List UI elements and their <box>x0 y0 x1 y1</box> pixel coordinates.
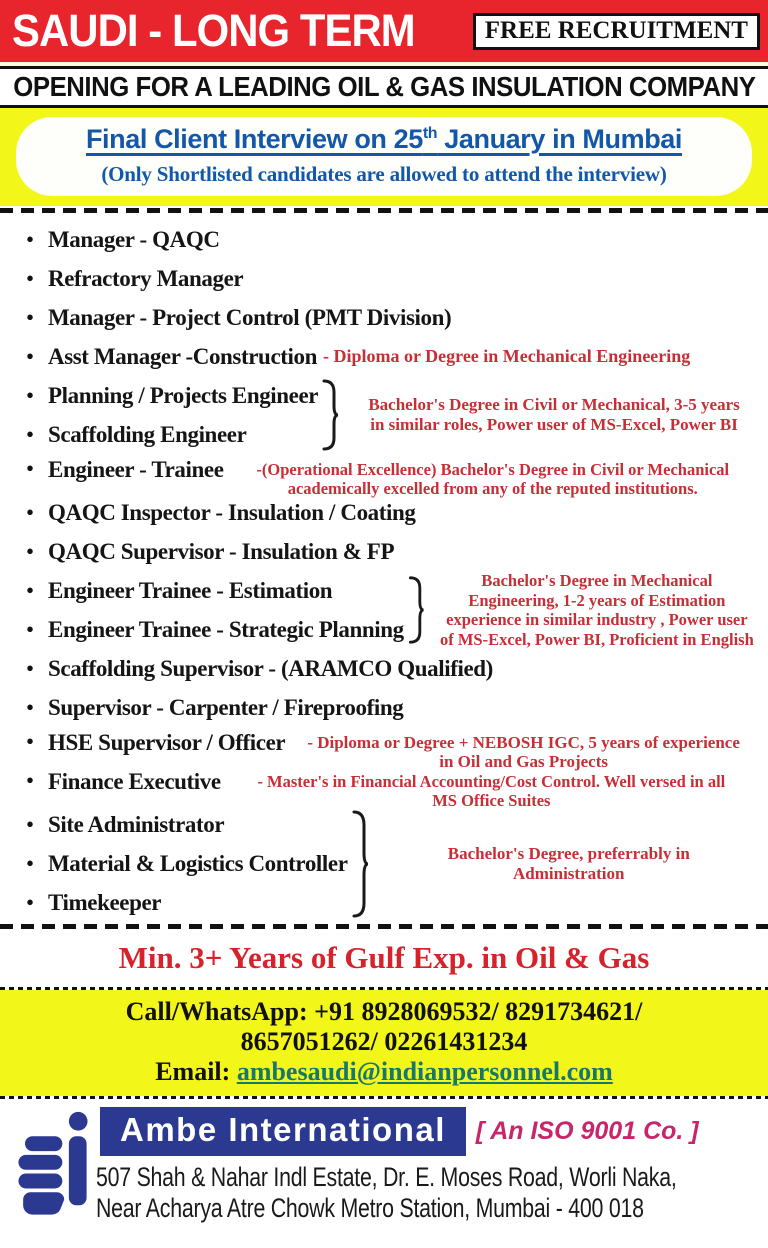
list-item <box>26 571 404 610</box>
job-title: Engineer Trainee - Estimation <box>48 577 333 603</box>
dashed-separator <box>0 208 768 213</box>
job-title: Scaffolding Engineer <box>48 421 247 447</box>
note-line: Bachelor's Degree, preferrably in <box>447 843 690 863</box>
bullet-icon: • <box>26 812 35 837</box>
list-item <box>26 727 762 771</box>
interview-heading <box>22 124 746 155</box>
job-requirement-note <box>432 571 762 649</box>
bullet-icon: • <box>26 227 35 252</box>
job-title: Planning / Projects Engineer <box>48 382 319 408</box>
brace-icon <box>320 378 342 452</box>
interview-heading-prefix: Final Client Interview on 25 <box>85 124 423 154</box>
note-line: Bachelor's Degree in Mechanical <box>481 571 713 590</box>
bullet-icon: • <box>26 383 35 408</box>
footer <box>0 1099 768 1228</box>
note-line: MS Office Suites <box>432 791 551 810</box>
job-title: Finance Executive <box>48 769 221 794</box>
list-item <box>26 259 762 298</box>
note-line: -(Operational Excellence) Bachelor's Degree in Civil or Mechanical <box>256 460 730 479</box>
iso-badge: [ An ISO 9001 Co. ] <box>475 1117 699 1145</box>
list-item <box>26 298 762 337</box>
interview-subtext: (Only Shortlisted candidates are allowed to attend the interview) <box>101 162 667 186</box>
list-item <box>26 220 762 259</box>
interview-heading-sup: th <box>422 125 438 142</box>
job-requirement-note <box>346 395 762 435</box>
brace-icon <box>406 575 428 645</box>
note-line: - Diploma or Degree + NEBOSH IGC, 5 years of experience <box>307 733 740 752</box>
interview-box <box>16 117 752 196</box>
job-group <box>26 571 762 649</box>
job-requirement-note <box>221 769 762 810</box>
email-label: Email: <box>155 1057 237 1086</box>
job-list <box>0 215 768 922</box>
bullet-icon: • <box>26 768 35 793</box>
email-link[interactable]: ambesaudi@indianpersonnel.com <box>236 1057 613 1086</box>
bullet-icon: • <box>26 578 35 603</box>
bullet-icon: • <box>26 305 35 330</box>
bullet-icon: • <box>26 500 35 525</box>
list-item <box>26 766 762 810</box>
job-title: Refractory Manager <box>48 265 244 291</box>
job-title: Material & Logistics Controller <box>48 850 348 876</box>
company-name: Ambe International <box>100 1107 466 1156</box>
header-banner <box>0 0 768 62</box>
bullet-icon: • <box>26 617 35 642</box>
contact-phones-line1: Call/WhatsApp: +91 8928069532/ 8291734621/ <box>125 997 643 1026</box>
note-line: Engineering, 1-2 years of Estimation <box>468 590 726 610</box>
list-item <box>26 883 348 922</box>
job-title: Supervisor - Carpenter / Fireproofing <box>48 694 404 720</box>
company-row <box>100 1107 768 1156</box>
brace-icon <box>350 809 372 919</box>
bullet-icon: • <box>26 266 35 291</box>
job-requirement-note <box>376 844 762 884</box>
bullet-icon: • <box>26 656 35 681</box>
note-line: experience in similar industry , Power user <box>446 610 748 629</box>
list-item <box>26 805 348 844</box>
address-line2: Near Acharya Atre Chowk Metro Station, Mumbai - 400 018 <box>96 1193 644 1223</box>
job-requirement-note <box>285 730 762 771</box>
job-title: Engineer Trainee - Strategic Planning <box>48 616 404 642</box>
job-title: Site Administrator <box>48 811 225 837</box>
bullet-icon: • <box>26 695 35 720</box>
contact-email-row <box>0 1057 768 1087</box>
footer-right <box>96 1107 768 1228</box>
job-title: HSE Supervisor / Officer <box>48 730 286 755</box>
list-item <box>26 532 762 571</box>
bullet-icon: • <box>26 344 35 369</box>
address-line1: 507 Shah & Nahar Indl Estate, Dr. E. Moses Road, Worli Naka, <box>96 1162 677 1192</box>
job-title: Manager - Project Control (PMT Division) <box>48 304 452 330</box>
company-logo-icon <box>10 1107 100 1228</box>
note-line: Bachelor's Degree in Civil or Mechanical, 3-5 years <box>368 395 740 414</box>
bullet-icon: • <box>26 729 35 754</box>
job-group-titles <box>26 571 404 649</box>
list-item <box>26 493 762 532</box>
bullet-icon: • <box>26 539 35 564</box>
job-title: Asst Manager -Construction <box>48 343 317 369</box>
note-line: academically excelled from any of the reputed institutions. <box>287 479 698 498</box>
bullet-icon: • <box>26 456 35 481</box>
job-title: QAQC Inspector - Insulation / Coating <box>48 499 416 525</box>
page-title: SAUDI - LONG TERM <box>12 5 415 56</box>
job-group-titles <box>26 805 348 922</box>
list-item <box>26 376 318 415</box>
opening-band <box>0 66 768 108</box>
bullet-icon: • <box>26 422 35 447</box>
job-requirement-note: - Diploma or Degree in Mechanical Engineering <box>323 346 691 366</box>
contact-phones-line2: 8657051262/ 02261431234 <box>240 1027 528 1056</box>
note-line: in Oil and Gas Projects <box>439 752 608 771</box>
note-line: - Master's in Financial Accounting/Cost Control. Well versed in all <box>257 772 726 791</box>
note-line: of MS-Excel, Power BI, Proficient in English <box>439 629 754 649</box>
job-group <box>26 805 762 922</box>
contact-band <box>0 990 768 1096</box>
dashed-separator <box>0 924 768 929</box>
experience-requirement: Min. 3+ Years of Gulf Exp. in Oil & Gas <box>118 940 650 975</box>
job-title: Manager - QAQC <box>48 226 220 252</box>
list-item <box>26 337 762 376</box>
list-item <box>26 415 318 454</box>
job-title: QAQC Supervisor - Insulation & FP <box>48 538 395 564</box>
company-address <box>96 1162 768 1224</box>
job-requirement-note <box>224 457 762 498</box>
note-line: in similar roles, Power user of MS-Excel, Power BI <box>370 415 738 434</box>
list-item <box>26 844 348 883</box>
interview-band <box>0 108 768 206</box>
opening-text: OPENING FOR A LEADING OIL & GAS INSULATION COMPANY <box>12 71 756 102</box>
list-item <box>26 649 762 688</box>
bullet-icon: • <box>26 851 35 876</box>
job-title: Timekeeper <box>48 889 162 915</box>
list-item <box>26 688 762 727</box>
job-group-titles <box>26 376 318 454</box>
interview-heading-suffix: January in Mumbai <box>437 124 683 154</box>
free-recruitment-badge: FREE RECRUITMENT <box>473 13 760 50</box>
bullet-icon: • <box>26 890 35 915</box>
list-item <box>26 610 404 649</box>
note-line: Administration <box>513 863 625 883</box>
list-item <box>26 454 762 498</box>
job-title: Engineer - Trainee <box>48 457 224 482</box>
job-group <box>26 376 762 454</box>
job-title: Scaffolding Supervisor - (ARAMCO Qualified) <box>48 655 493 681</box>
